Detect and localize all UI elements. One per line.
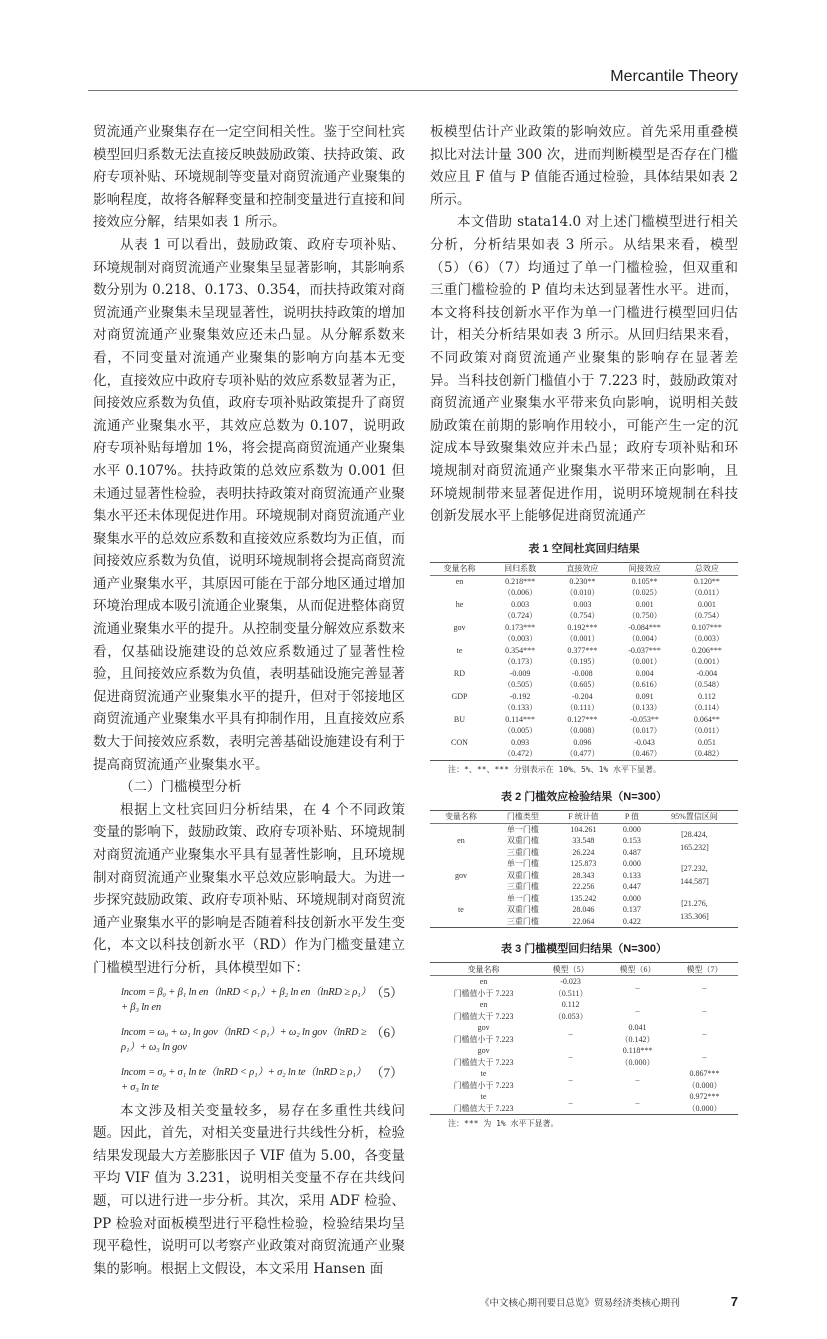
table-row xyxy=(430,691,738,703)
p-value-cell: （0.017） xyxy=(627,726,662,736)
p-value-cell: （0.605） xyxy=(565,680,600,690)
p-value-cell: （0.472） xyxy=(503,749,538,759)
table-row xyxy=(430,679,738,691)
table1-header: 直接效应 xyxy=(551,562,613,575)
p-value-cell: （0.011） xyxy=(690,726,724,736)
empty-cell xyxy=(430,610,489,622)
empty-dash: – xyxy=(702,1006,707,1016)
table1-title: 表 1 空间杜宾回归结果 xyxy=(528,542,640,555)
confidence-interval-part: [27.232, xyxy=(681,864,708,874)
table1-note: 注：*、**、*** 分别表示在 10%、5%、1% 水平下显著。 xyxy=(448,764,662,774)
coefficient-cell: 0.867*** xyxy=(689,1069,720,1079)
table2-cell: 0.000 xyxy=(622,893,641,903)
journal-title: Mercantile Theory xyxy=(610,68,738,85)
coefficient-cell: 0.112 xyxy=(561,1000,580,1010)
variable-name: gov xyxy=(453,622,466,632)
table-row xyxy=(430,893,738,905)
table-row xyxy=(430,1091,738,1103)
variable-name: GDP xyxy=(451,691,468,701)
table2-title: 表 2 门槛效应检验结果（N=300） xyxy=(501,790,667,803)
table1 xyxy=(430,562,738,761)
variable-name: en xyxy=(455,576,464,586)
threshold-label: 门槛值大于 7.223 xyxy=(453,1011,514,1021)
paragraph: 从表 1 可以看出，鼓励政策、政府专项补贴、环境规制对商贸流通产业聚集呈显著影响，其影响系数分别为 0.218、0.173、0.354，而扶持政策对商贸流通产业聚集未呈现显著性，说明扶持政策的增加对商贸流通产业聚集效应还未凸显。从分解系数来看，不同变量对流通产业聚集的影响方向基本无变化，直接效应中政府专项补贴的效应系数显著为正，间接效应系数为负值，政府专项补贴政策提升了商贸流通产业聚集水平，其效应总数为 0.107，说明政府专项补贴每增加 1%，将会提高商贸流通产业聚集水平 0.107%。扶持政策的总效应系数为 0.001 但未通过显著性检验，表明扶持政策对商贸流通产业聚集水平还未体现促进作用。环境规制对商贸流通产业聚集水平的总效应系数和直接效应系数均为正值，而间接效应系数为负值，说明环境规制将会提高商贸流通产业聚集水平，其原因可能在于部分地区通过增加环境治理成本吸引流通企业聚集，从而促进整体商贸流通业聚集水平的提升。从控制变量分解效应系数来看，仅基础设施建设的总效应系数通过了显著性检验，且间接效应系数为负值，表明基础设施完善显著促进商贸流通产业聚集水平的提升，但对于邻接地区商贸流通产业聚集水平具有抑制作用，且直接效应系数大于间接效应系数，表明完善基础设施建设有利于提高商贸流通产业聚集水平。 xyxy=(93,236,405,773)
table3 xyxy=(430,962,738,1115)
table2-cell: 125.873 xyxy=(570,859,597,869)
empty-cell xyxy=(430,656,489,668)
coefficient-cell: -0.084*** xyxy=(628,622,661,632)
right-column xyxy=(430,121,738,1130)
table2-cell: 0.153 xyxy=(622,836,641,846)
variable-name: gov xyxy=(477,1023,490,1033)
left-column xyxy=(93,121,405,1280)
table3-title: 表 3 门槛模型回归结果（N=300） xyxy=(501,943,667,956)
table2-cell: 28.046 xyxy=(572,905,595,915)
p-value-cell: （0.000） xyxy=(620,1057,655,1067)
variable-name: en xyxy=(457,836,465,846)
table3-note: 注：*** 为 1% 水平下显著。 xyxy=(448,1119,559,1129)
coefficient-cell: 0.001 xyxy=(697,599,716,609)
table2-cell: 28.343 xyxy=(572,870,595,880)
table2-cell: 0.422 xyxy=(622,916,641,926)
table2-cell: 0.137 xyxy=(622,905,641,915)
section-heading: （二）门槛模型分析 xyxy=(120,779,242,796)
empty-cell xyxy=(430,748,489,760)
running-header xyxy=(88,0,738,91)
coefficient-cell: 0.001 xyxy=(635,599,654,609)
p-value-cell: （0.001） xyxy=(627,657,662,667)
coefficient-cell: 0.127*** xyxy=(567,714,598,724)
coefficient-cell: 0.377*** xyxy=(567,645,598,655)
p-value-cell: （0.482） xyxy=(689,749,724,759)
equation-6 xyxy=(93,1020,405,1060)
coefficient-cell: 0.192*** xyxy=(567,622,598,632)
p-value-cell: （0.010） xyxy=(565,588,600,598)
variable-name: gov xyxy=(454,870,467,880)
variable-name: RD xyxy=(453,668,466,678)
table2-cell: 双重门槛 xyxy=(506,836,539,846)
empty-dash: – xyxy=(568,1052,573,1062)
variable-name: gov xyxy=(477,1046,490,1056)
threshold-label: 门槛值小于 7.223 xyxy=(453,1034,514,1044)
p-value-cell: （0.003） xyxy=(689,634,724,644)
threshold-label: 门槛值大于 7.223 xyxy=(453,1103,514,1113)
coefficient-cell: -0.023 xyxy=(560,977,581,987)
p-value-cell: （0.195） xyxy=(565,657,600,667)
p-value-cell: （0.000） xyxy=(687,1103,722,1113)
coefficient-cell: -0.004 xyxy=(696,668,718,678)
empty-dash: – xyxy=(702,1029,707,1039)
table-row xyxy=(430,823,738,835)
variable-name: te xyxy=(456,645,463,655)
coefficient-cell: 0.003 xyxy=(511,599,530,609)
p-value-cell: （0.011） xyxy=(690,588,724,598)
equation-7 xyxy=(93,1060,405,1100)
threshold-label: 门槛值大于 7.223 xyxy=(453,1057,514,1067)
empty-cell xyxy=(430,702,489,714)
table-row xyxy=(430,599,738,611)
empty-dash: – xyxy=(635,1006,640,1016)
table2-cell: 双重门槛 xyxy=(506,905,539,915)
p-value-cell: （0.053） xyxy=(553,1011,588,1021)
table2-cell: 0.133 xyxy=(622,870,641,880)
threshold-label: 门槛值小于 7.223 xyxy=(453,1080,514,1090)
table2-cell: 0.447 xyxy=(622,882,641,892)
coefficient-cell: 0.107*** xyxy=(691,622,722,632)
table-row xyxy=(430,737,738,749)
equation-number: （6） xyxy=(370,1024,403,1040)
empty-cell xyxy=(430,679,489,691)
coefficient-cell: 0.041 xyxy=(628,1023,647,1033)
table2-cell: 22.064 xyxy=(572,916,595,926)
table2-cell: 三重门槛 xyxy=(506,882,539,892)
p-value-cell: （0.173） xyxy=(503,657,538,667)
equation-formula: lncom = σ₀ + σ₁ ln te（lnRD < ρ₁）+ σ₂ ln te（lnRD ≥ ρ₁）+ σ₃ ln te xyxy=(121,1066,366,1093)
confidence-interval-part: [28.424, xyxy=(681,829,708,839)
confidence-interval-part: [21.276, xyxy=(681,898,708,908)
p-value-cell: （0.000） xyxy=(687,1080,722,1090)
empty-cell xyxy=(430,587,489,599)
coefficient-cell: 0.112 xyxy=(698,691,716,701)
table-row xyxy=(430,575,738,587)
paragraph: 本文涉及相关变量较多，易存在多重性共线问题。因此，首先，对相关变量进行共线性分析，检验结果发现最大方差膨胀因子 VIF 值为 5.00，各变量平均 VIF 值为 3.231，说明相关变量不存在共线问题，可以进行进一步分析。其次，采用 ADF 检验、PP 检验对面板模型进行平稳性检验，检验结果均呈现平稳性，说明可以考察产业政策对商贸流通产业聚集的影响。根据上文假设，本文采用 Hansen 面 xyxy=(93,1102,405,1277)
variable-name: en xyxy=(479,977,488,987)
table2-header: P 值 xyxy=(613,810,651,823)
table-row xyxy=(430,748,738,760)
empty-dash: – xyxy=(702,1052,707,1062)
table1-header: 间接效应 xyxy=(613,562,675,575)
table-row xyxy=(430,1068,738,1080)
p-value-cell: （0.477） xyxy=(565,749,600,759)
p-value-cell: （0.505） xyxy=(503,680,538,690)
confidence-interval xyxy=(651,858,738,893)
coefficient-cell: 0.118*** xyxy=(622,1046,653,1056)
coefficient-cell: 0.105** xyxy=(631,576,658,586)
coefficient-cell: 0.003 xyxy=(573,599,592,609)
p-value-cell: （0.005） xyxy=(503,726,538,736)
table2-header: F 统计值 xyxy=(554,810,613,823)
coefficient-cell: 0.354*** xyxy=(505,645,536,655)
coefficient-cell: 0.120** xyxy=(693,576,720,586)
equation-formula: lncom = β₀ + β₁ ln en（lnRD < ρ₁）+ β₂ ln en（lnRD ≥ ρ₁）+ β₃ ln en xyxy=(121,986,366,1013)
table2-cell: 26.224 xyxy=(572,847,595,857)
variable-name: he xyxy=(455,599,464,609)
empty-dash: – xyxy=(568,1029,573,1039)
coefficient-cell: -0.009 xyxy=(509,668,531,678)
table-row xyxy=(430,1022,738,1034)
coefficient-cell: 0.218*** xyxy=(505,576,536,586)
variable-name: te xyxy=(458,905,464,915)
empty-dash: – xyxy=(635,983,640,993)
variable-name: BU xyxy=(453,714,466,724)
variable-name: en xyxy=(479,1000,488,1010)
variable-name: te xyxy=(480,1069,487,1079)
table-row xyxy=(430,656,738,668)
empty-dash: – xyxy=(702,983,707,993)
table2-cell: 单一门槛 xyxy=(506,859,539,869)
table-row xyxy=(430,725,738,737)
p-value-cell: （0.616） xyxy=(627,680,662,690)
coefficient-cell: -0.043 xyxy=(634,737,655,747)
table1-header: 变量名称 xyxy=(430,562,489,575)
p-value-cell: （0.133） xyxy=(627,703,662,713)
p-value-cell: （0.754） xyxy=(689,611,724,621)
paragraph: 贸流通产业聚集存在一定空间相关性。鉴于空间杜宾模型回归系数无法直接反映鼓励政策、扶持政策、政府专项补贴、环境规制等变量对商贸流通产业聚集的影响程度，故将各解释变量和控制变量进行直接和间接效应分解，结果如表 1 所示。 xyxy=(93,124,405,231)
paragraph: 本文借助 stata14.0 对上述门槛模型进行相关分析，分析结果如表 3 所示。从结果来看，模型（5）（6）（7）均通过了单一门槛检验，但双重和三重门槛检验的 P 值均未达到显著性水平。进而，本文将科技创新水平作为单一门槛进行模型回归估计，相关分析结果如表 3 所示。从回归结果来看，不同政策对商贸流通产业聚集的影响存在显著差异。当科技创新门槛值小于 7.223 时，鼓励政策对商贸流通产业聚集水平带来负向影响，说明相关鼓励政策在前期的影响作用较小，可能产生一定的沉淀成本导致聚集效应并未凸显；政府专项补贴和环境规制对商贸流通产业聚集水平带来正向影响，且环境规制带来显著促进作用，说明环境规制在科技创新发展水平上能够促进商贸流通产 xyxy=(430,214,738,525)
table2-header: 95%置信区间 xyxy=(651,810,738,823)
empty-dash: – xyxy=(635,1098,640,1108)
paragraph: 板模型估计产业政策的影响效应。首先采用重叠模拟比对法计量 300 次，进而判断模型是否存在门槛效应且 F 值与 P 值能否通过检验，具体结果如表 2 所示。 xyxy=(430,124,738,208)
table2-cell: 双重门槛 xyxy=(506,870,539,880)
confidence-interval-part: 135.306] xyxy=(680,911,709,921)
coefficient-cell: 0.051 xyxy=(697,737,716,747)
p-value-cell: （0.001） xyxy=(689,657,724,667)
table-row xyxy=(430,714,738,726)
paragraph: 根据上文杜宾回归分析结果，在 4 个不同政策变量的影响下，鼓励政策、政府专项补贴、环境规制对商贸流通产业聚集水平具有显著性影响，且环境规制对商贸流通产业聚集水平总效应影响最大。为进一步探究鼓励政策、政府专项补贴、环境规制对商贸流通产业聚集水平的影响是否随着科技创新水平发生变化，本文以科技创新水平（RD）作为门槛变量建立门槛模型进行分析，具体模型如下： xyxy=(93,801,405,976)
coefficient-cell: 0.096 xyxy=(573,737,592,747)
table-row xyxy=(430,610,738,622)
coefficient-cell: 0.230** xyxy=(569,576,596,586)
coefficient-cell: -0.008 xyxy=(572,668,593,678)
confidence-interval xyxy=(651,823,738,858)
confidence-interval-part: 165.232] xyxy=(680,842,709,852)
table3-header: 变量名称 xyxy=(430,963,537,976)
equation-number: （7） xyxy=(370,1064,403,1080)
table3-header: 模型（5） xyxy=(537,963,604,976)
page-number: 7 xyxy=(730,1294,738,1310)
coefficient-cell: 0.004 xyxy=(635,668,654,678)
p-value-cell: （0.467） xyxy=(627,749,662,759)
p-value-cell: （0.142） xyxy=(620,1034,655,1044)
coefficient-cell: 0.206*** xyxy=(691,645,722,655)
coefficient-cell: 0.091 xyxy=(635,691,654,701)
table2-cell: 104.261 xyxy=(570,824,597,834)
p-value-cell: （0.511） xyxy=(553,988,588,998)
empty-cell xyxy=(430,633,489,645)
confidence-interval xyxy=(651,893,738,928)
p-value-cell: （0.754） xyxy=(565,611,600,621)
p-value-cell: （0.114） xyxy=(690,703,724,713)
empty-dash: – xyxy=(635,1075,640,1085)
variable-name: CON xyxy=(451,737,468,747)
equation-number: （5） xyxy=(370,984,403,1000)
table2-cell: 33.548 xyxy=(572,836,595,846)
coefficient-cell: 0.972*** xyxy=(689,1092,720,1102)
p-value-cell: （0.548） xyxy=(689,680,724,690)
table1-header: 回归系数 xyxy=(489,562,551,575)
body-columns xyxy=(93,121,738,1280)
coefficient-cell: 0.114*** xyxy=(505,714,535,724)
coefficient-cell: 0.173*** xyxy=(505,622,536,632)
confidence-interval-part: 144.587] xyxy=(680,877,709,887)
p-value-cell: （0.003） xyxy=(503,634,538,644)
table1-header: 总效应 xyxy=(676,562,738,575)
table-row xyxy=(430,645,738,657)
table2-cell: 单一门槛 xyxy=(506,824,539,834)
empty-cell xyxy=(430,725,489,737)
p-value-cell: （0.724） xyxy=(503,611,538,621)
table-row xyxy=(430,633,738,645)
table2-header: 门槛类型 xyxy=(492,810,554,823)
table-row xyxy=(430,622,738,634)
coefficient-cell: -0.192 xyxy=(509,691,531,701)
coefficient-cell: -0.037*** xyxy=(628,645,661,655)
journal-index: 《中文核心期刊要目总览》贸易经济类核心期刊 xyxy=(480,1297,680,1309)
table-row xyxy=(430,702,738,714)
p-value-cell: （0.008） xyxy=(565,726,600,736)
table2-cell: 0.000 xyxy=(622,824,641,834)
table-row xyxy=(430,668,738,680)
p-value-cell: （0.133） xyxy=(503,703,538,713)
table2 xyxy=(430,810,738,929)
table-row xyxy=(430,999,738,1011)
coefficient-cell: -0.204 xyxy=(572,691,593,701)
table2-cell: 135.242 xyxy=(570,893,597,903)
p-value-cell: （0.004） xyxy=(627,634,662,644)
threshold-label: 门槛值小于 7.223 xyxy=(453,988,514,998)
table-row xyxy=(430,1045,738,1057)
p-value-cell: （0.111） xyxy=(565,703,600,713)
equation-formula: lncom = ω₀ + ω₁ ln gov（lnRD < ρ₁）+ ω₂ ln gov（lnRD ≥ ρ₁）+ ω₃ ln gov xyxy=(121,1026,367,1053)
p-value-cell: （0.001） xyxy=(565,634,600,644)
table2-cell: 三重门槛 xyxy=(506,847,539,857)
table-row xyxy=(430,976,738,988)
equation-5 xyxy=(93,980,405,1020)
coefficient-cell: 0.064** xyxy=(693,714,720,724)
table-row xyxy=(430,858,738,870)
table2-cell: 0.487 xyxy=(622,847,641,857)
p-value-cell: （0.025） xyxy=(627,588,662,598)
table2-cell: 22.256 xyxy=(572,882,595,892)
page-footer xyxy=(480,1294,738,1309)
table-row xyxy=(430,587,738,599)
empty-dash: – xyxy=(568,1075,573,1085)
table2-cell: 单一门槛 xyxy=(506,893,539,903)
coefficient-cell: 0.093 xyxy=(511,737,530,747)
table3-header: 模型（7） xyxy=(671,963,738,976)
empty-dash: – xyxy=(568,1098,573,1108)
table2-header: 变量名称 xyxy=(430,810,492,823)
p-value-cell: （0.006） xyxy=(503,588,538,598)
p-value-cell: （0.750） xyxy=(627,611,662,621)
table2-cell: 0.000 xyxy=(622,859,641,869)
variable-name: te xyxy=(480,1092,487,1102)
table3-header: 模型（6） xyxy=(604,963,671,976)
coefficient-cell: -0.053** xyxy=(630,714,659,724)
table2-cell: 三重门槛 xyxy=(506,916,539,926)
